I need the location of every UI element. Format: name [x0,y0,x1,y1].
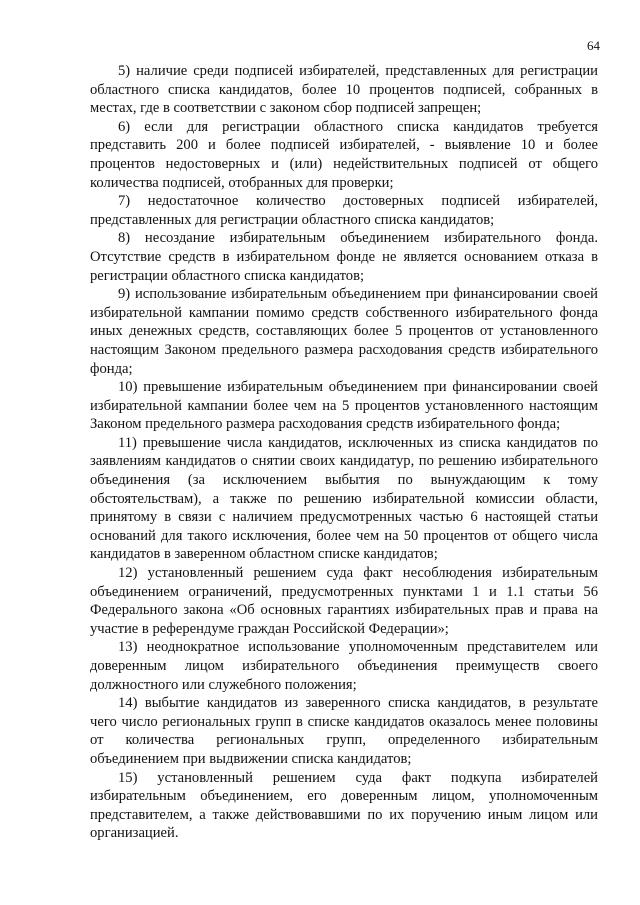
paragraph-item-6: 6) если для регистрации областного списка кандидатов требуется представить 200 и более подписей избирателей, - выявление 10 и более процентов недостоверных и (или) недействительных подписей от общего количества подписей, отобранных для проверки; [90,118,598,191]
paragraph-item-13: 13) неоднократное использование уполномоченным представителем или доверенным лицом избирательного объединения преимуществ своего должностного или служебного положения; [90,639,598,693]
page-number: 64 [587,38,600,53]
paragraph-item-12: 12) установленный решением суда факт несоблюдения избирательным объединением ограничений, предусмотренных пунктами 1 и 1.1 статьи 56 Федерального закона «Об основных гарантиях избирательных прав и права на участие в референдуме граждан Российской Федерации»; [90,565,598,637]
paragraph-item-11: 11) превышение числа кандидатов, исключенных из списка кандидатов по заявлениям кандидатов о снятии своих кандидатур, по решению избирательного объединения (за исключением выбытия по вынуждающим к тому обстоятельствам), а также по решению избирательной комиссии области, принятому в связи с наличием предусмотренных частью 6 настоящей статьи оснований для такого исключения, более чем на 50 процентов от общего числа кандидатов в заверенном областном списке кандидатов; [90,434,598,563]
paragraph-item-9: 9) использование избирательным объединением при финансировании своей избирательной кампании помимо средств собственного избирательного фонда иных денежных средств, составляющих более 5 процентов от установленного настоящим Законом предельного размера расходования средств избирательного фонда; [90,286,598,377]
paragraph-item-15: 15) установленный решением суда факт подкупа избирателей избирательным объединением, его доверенным лицом, уполномоченным представителем, а также действовавшими по их поручению иным лицом или организацией. [90,769,598,842]
paragraph-item-7: 7) недостаточное количество достоверных подписей избирателей, представленных для регистрации областного списка кандидатов; [90,193,598,228]
paragraph-item-5: 5) наличие среди подписей избирателей, представленных для регистрации областного списка кандидатов, более 10 процентов подписей, собранных в местах, где в соответствии с законом сбор подписей запрещен; [90,63,598,117]
paragraph-item-14: 14) выбытие кандидатов из заверенного списка кандидатов, в результате чего число региональных групп в списке кандидатов оказалось менее половины от количества региональных групп, определенного избирательным объединением при выдвижении списка кандидатов; [90,695,598,767]
document-body [90,62,598,843]
paragraph-item-8: 8) несоздание избирательным объединением избирательного фонда. Отсутствие средств в избирательном фонде не является основанием отказа в регистрации областного списка кандидатов; [90,230,598,284]
paragraph-item-10: 10) превышение избирательным объединением при финансировании своей избирательной кампании более чем на 5 процентов установленного настоящим Законом предельного размера расходования средств избирательного фонда; [90,379,598,433]
